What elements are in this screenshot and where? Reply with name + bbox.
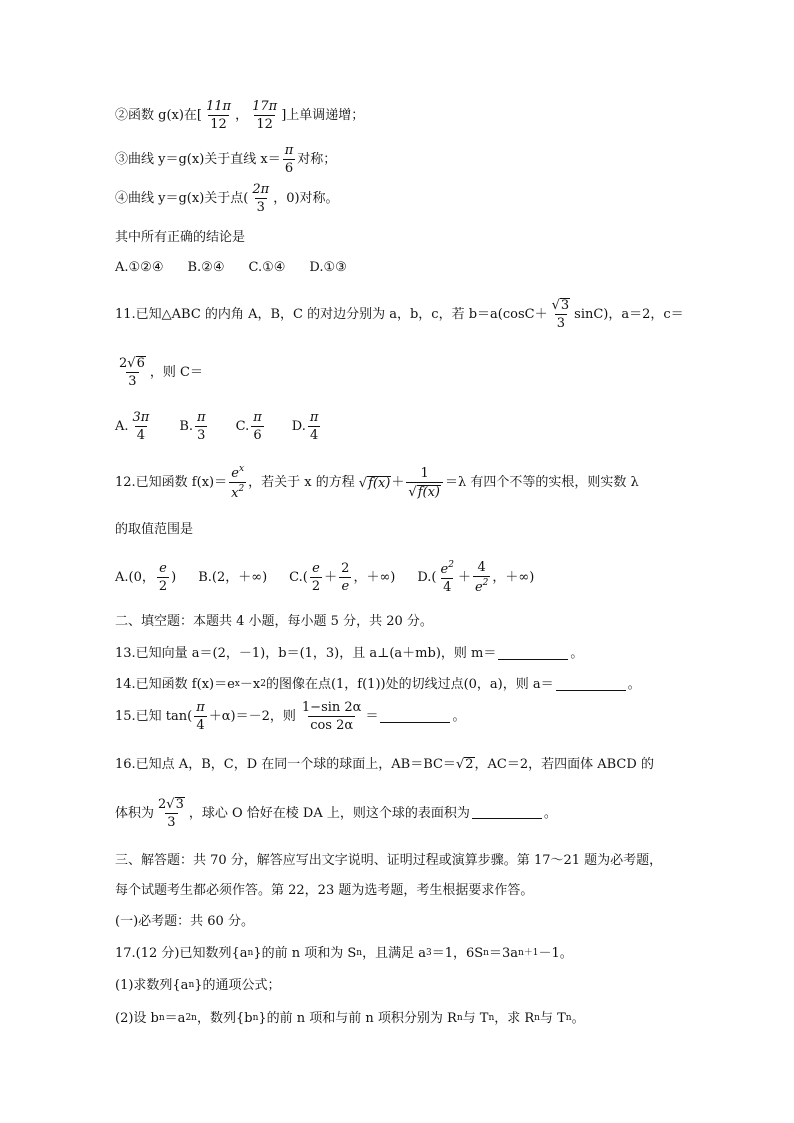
subscript: n	[188, 980, 195, 990]
numerator: π	[253, 410, 262, 425]
fraction	[406, 467, 443, 499]
q10-prompt	[115, 231, 245, 244]
text: ，求 R	[494, 1011, 535, 1026]
label: C.	[235, 419, 250, 434]
text: D.(	[417, 570, 437, 585]
q16-line1	[115, 757, 654, 771]
text: ，数列{b	[196, 1011, 253, 1026]
subscript: n	[565, 1013, 572, 1023]
fraction	[473, 561, 490, 594]
text: 三、解答题：共 70 分，解答应写出文字说明、证明过程或演算步骤。第 17～21 题为必考题，	[115, 853, 663, 868]
q12-options	[115, 561, 560, 594]
text: 。	[543, 805, 557, 821]
base: e	[474, 580, 483, 595]
exponent: 2	[482, 578, 489, 588]
text: }的前 n 项和为 S	[253, 946, 357, 961]
subscript: n＋1	[517, 948, 539, 958]
option-d[interactable]: D.①③	[309, 260, 347, 275]
text: sinC)，a＝2，c＝	[574, 306, 684, 322]
denominator: 3	[556, 316, 565, 331]
text: (1)求数列{a	[115, 978, 189, 993]
text: }的通项公式；	[194, 978, 281, 993]
denominator: 4	[443, 580, 452, 595]
numerator	[229, 465, 246, 482]
numerator: π	[309, 410, 319, 425]
numerator: 2	[341, 561, 350, 576]
answer-blank[interactable]	[380, 721, 450, 723]
q10-statement-4	[115, 183, 339, 214]
text: ，AC＝2，若四面体 ABCD 的	[474, 756, 654, 772]
q15	[115, 701, 466, 732]
fraction	[439, 561, 456, 594]
sqrt: 2 √ 3	[158, 797, 184, 812]
denominator	[473, 576, 490, 594]
exponent: x	[234, 679, 240, 689]
option-d[interactable]	[292, 411, 323, 442]
denominator: 12	[256, 117, 273, 132]
fraction	[310, 562, 322, 593]
fraction	[204, 100, 233, 131]
numerator: 4	[477, 560, 486, 575]
option-a[interactable]: A.①②④	[115, 260, 164, 275]
fraction	[283, 144, 296, 175]
denominator: 3	[256, 200, 265, 215]
sqrt: √ f(x)	[358, 475, 391, 491]
numerator: e	[312, 561, 320, 576]
fraction	[194, 701, 207, 732]
text: )	[171, 570, 177, 585]
text: (一)必考题：共 60 分。	[115, 914, 254, 929]
text: 的图像在点(1，f(1))处的切线过点(0，a)，则 a＝	[265, 677, 554, 692]
option-a[interactable]	[115, 411, 153, 442]
text: ＝	[365, 709, 379, 724]
sqrt: 2 √ 6	[119, 356, 145, 371]
text: 。	[571, 1011, 585, 1026]
text: ＝λ 有四个不等的实根，则实数 λ	[444, 475, 639, 490]
text: ，且满足 a	[362, 946, 426, 961]
option-c[interactable]: C.①④	[248, 260, 286, 275]
section-3-heading-line2	[115, 884, 533, 897]
option-b[interactable]	[179, 411, 209, 442]
fraction	[339, 562, 351, 593]
denominator: 3	[167, 815, 176, 830]
text: ＝3a	[488, 946, 518, 961]
text: 16.已知点 A，B，C，D 在同一个球的球面上，AB＝BC＝	[115, 756, 456, 772]
text: 体积为	[115, 805, 155, 821]
denominator: 4	[309, 428, 319, 443]
q12-line2	[115, 523, 193, 536]
fraction	[300, 701, 364, 732]
text: ④曲线 y＝g(x)关于点(	[115, 191, 249, 206]
numerator: 1−sin 2α	[301, 700, 362, 715]
coef: 2	[158, 797, 167, 812]
subscript: 3	[425, 948, 432, 958]
denominator: 3	[197, 428, 206, 443]
q11-line1	[115, 298, 684, 330]
section-2-heading	[115, 615, 433, 628]
text: ，＋∞)	[492, 570, 535, 585]
subscript: n	[252, 1013, 259, 1023]
text: 二、填空题：本题共 4 小题，每小题 5 分，共 20 分。	[115, 614, 433, 629]
text: ]上单调递增；	[281, 108, 365, 123]
text: 15.已知 tan(	[115, 709, 193, 724]
sqrt: √ 2	[455, 757, 474, 772]
q12-line1	[115, 465, 639, 500]
fraction	[117, 356, 148, 388]
fraction	[156, 797, 187, 829]
numerator: 3π	[132, 410, 150, 425]
exponent: x	[238, 464, 245, 474]
text: A.(0，	[115, 570, 155, 585]
denominator	[229, 482, 246, 500]
q11-line2	[115, 356, 203, 388]
text: ③曲线 y＝g(x)关于直线 x＝	[115, 152, 281, 167]
radicand: f(x)	[368, 475, 391, 491]
denominator: 6	[253, 428, 262, 443]
subscript: n	[488, 1013, 495, 1023]
base: x	[231, 486, 239, 501]
option-c[interactable]	[236, 411, 266, 442]
text: (2)设 b	[115, 1011, 159, 1026]
text: 13.已知向量 a＝(2，－1)，b＝(1，3)，且 a⊥(a＋mb)，则 m＝	[115, 646, 497, 661]
q10-statement-2	[115, 100, 364, 131]
coef: 2	[119, 356, 128, 371]
exponent: 2	[238, 484, 245, 494]
subscript: n	[456, 1013, 463, 1023]
answer-blank[interactable]	[498, 658, 568, 660]
option-c[interactable]	[289, 562, 395, 593]
fraction	[250, 183, 271, 214]
answer-blank[interactable]	[556, 689, 626, 691]
q17-part2	[115, 1012, 585, 1025]
q17-line1	[115, 947, 573, 960]
subscript: n	[534, 1013, 540, 1023]
q13	[115, 647, 583, 660]
denominator: e	[341, 579, 350, 594]
option-d[interactable]	[417, 561, 534, 594]
numerator: e	[159, 561, 167, 576]
answer-blank[interactable]	[472, 817, 542, 819]
text: C.(	[289, 570, 308, 585]
section-3-subheading	[115, 915, 254, 928]
text: 。	[452, 709, 466, 724]
label: B.	[179, 419, 194, 434]
text: 对称；	[297, 152, 337, 167]
denominator: cos 2α	[310, 718, 354, 733]
option-b[interactable]: B.(2，＋∞)	[198, 570, 268, 585]
numerator: 17π	[252, 99, 278, 114]
text: ＋	[391, 475, 405, 490]
subscript: n	[247, 948, 254, 958]
text: 的取值范围是	[115, 522, 194, 537]
denominator: √ f(x)	[406, 482, 443, 499]
fraction	[308, 411, 321, 442]
text: 17.(12 分)已知数列{a	[115, 946, 248, 961]
subscript: n	[158, 1013, 165, 1023]
numerator: π	[196, 700, 205, 715]
fraction	[195, 411, 208, 442]
text: ＋	[324, 570, 338, 585]
denominator: 2	[311, 579, 321, 594]
label: D.	[291, 419, 306, 434]
radicand: 3	[175, 797, 184, 812]
fraction	[229, 465, 246, 500]
section-3-heading-line1	[115, 854, 662, 867]
subscript: n	[483, 948, 489, 958]
q11-options	[115, 411, 348, 442]
fraction	[550, 298, 573, 330]
text: ，	[235, 108, 249, 123]
option-a[interactable]	[115, 562, 176, 593]
fraction	[157, 562, 169, 593]
denominator: 2	[158, 579, 168, 594]
label: A.	[115, 419, 129, 434]
numerator: π	[284, 143, 294, 158]
text: ②函数 g(x)在[	[115, 108, 203, 123]
text: 14.已知函数 f(x)＝e	[115, 677, 235, 692]
text: 11.已知△ABC 的内角 A，B，C 的对边分别为 a，b，c，若 b＝a(cosC＋	[115, 306, 548, 322]
text: 12.已知函数 f(x)＝	[115, 475, 228, 490]
numerator: π	[197, 410, 206, 425]
text: －1。	[538, 946, 573, 961]
sqrt: √ 3	[551, 298, 570, 313]
subscript: n	[356, 948, 363, 958]
text: 每个试题考生都必须作答。第 22，23 题为选考题，考生根据要求作答。	[115, 883, 534, 898]
numerator	[439, 561, 456, 578]
text: ，若关于 x 的方程	[248, 475, 355, 490]
radicand: 6	[136, 356, 145, 371]
text: }的前 n 项和与前 n 项积分别为 R	[258, 1011, 457, 1026]
option-b[interactable]: B.②④	[187, 260, 225, 275]
fraction	[131, 411, 152, 442]
fraction	[251, 411, 264, 442]
text: ＋	[457, 570, 471, 585]
numerator: 1	[420, 465, 429, 481]
text: 。	[627, 677, 641, 692]
numerator: 11π	[206, 99, 232, 114]
q10-statement-3	[115, 144, 336, 175]
radicand: 2	[465, 757, 474, 772]
denominator: 4	[136, 428, 146, 443]
denominator: 12	[210, 117, 227, 132]
denominator: 3	[128, 374, 137, 389]
text: ＝a	[164, 1011, 186, 1026]
text: ，则 C＝	[149, 364, 203, 380]
q16-line2	[115, 797, 557, 829]
q10-options	[115, 261, 373, 274]
q14	[115, 678, 641, 691]
text: ，＋∞)	[353, 570, 396, 585]
exponent: 2	[448, 560, 454, 570]
text: ，球心 O 恰好在棱 DA 上，则这个球的表面积为	[188, 805, 470, 821]
denominator: 4	[196, 718, 205, 733]
text: 。	[570, 646, 584, 661]
radicand: f(x)	[417, 484, 440, 500]
denominator: 6	[284, 161, 294, 176]
text: ＝1，6S	[431, 946, 484, 961]
base: e	[440, 562, 449, 577]
text: 其中所有正确的结论是	[115, 230, 246, 245]
base: e	[231, 466, 239, 481]
text: 与 T	[539, 1011, 566, 1026]
subscript: 2n	[185, 1013, 197, 1023]
exponent: 2	[260, 679, 266, 689]
text: ，0)对称。	[273, 191, 339, 206]
fraction	[250, 100, 279, 131]
radicand: 3	[560, 298, 570, 313]
text: 与 T	[462, 1011, 489, 1026]
numerator: 2π	[252, 182, 270, 197]
text: －x	[239, 677, 261, 692]
text: ＋α)＝－2，则	[208, 709, 296, 724]
q17-part1	[115, 979, 281, 992]
